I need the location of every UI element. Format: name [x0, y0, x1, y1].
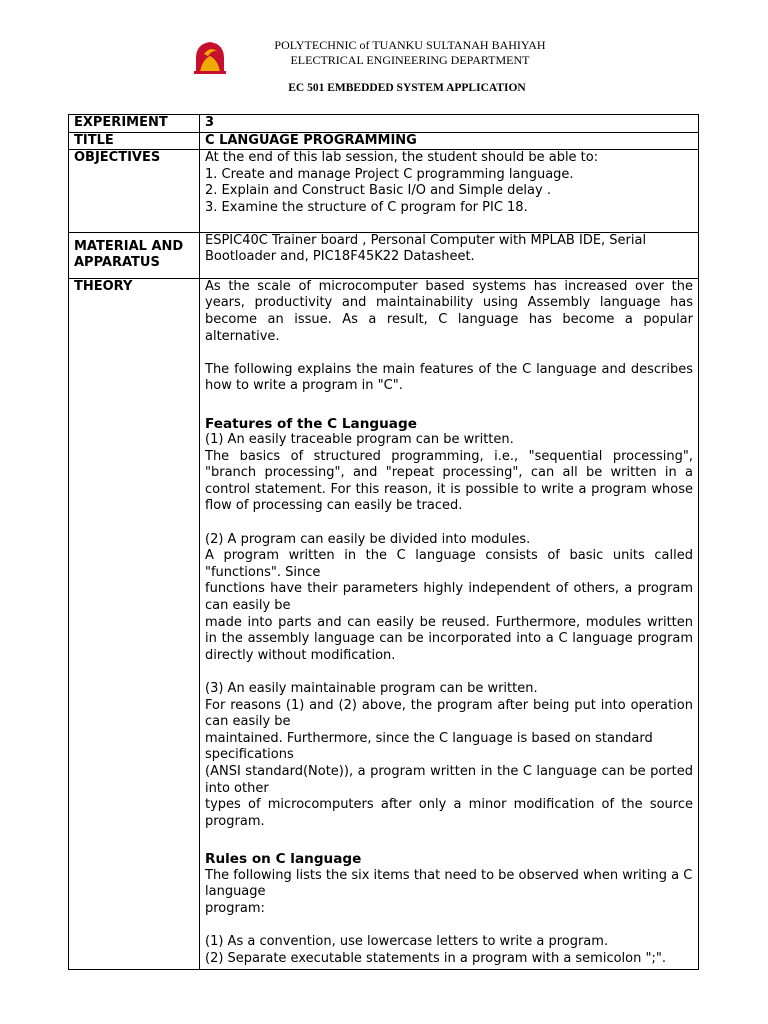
table-row-objectives — [69, 150, 699, 232]
rules-intro: program: — [205, 900, 265, 916]
table-row-material — [69, 232, 699, 278]
feature-body: made into parts and can easily be reused. Furthermore, modules written in the assembly language can be incorporated into a C language program directly without modification. — [205, 614, 693, 663]
features-heading: Features of the C Language — [205, 415, 417, 432]
department-name: ELECTRICAL ENGINEERING DEPARTMENT — [290, 53, 530, 67]
feature-body: A program written in the C language consists of basic units called "functions". Since — [205, 548, 693, 580]
feature-title: (3) An easily maintainable program can be written. — [205, 681, 538, 696]
theory-label: THEORY — [69, 278, 200, 969]
theory-paragraph: As the scale of microcomputer based systems has increased over the years, productivity and maintainability using Assembly language has become an issue. As a result, C language has become a popular alternative. — [205, 278, 693, 344]
course-title: EC 501 EMBEDDED SYSTEM APPLICATION — [288, 82, 526, 94]
header-lines — [200, 38, 620, 68]
objective-item: 1. Create and manage Project C programming language. — [205, 166, 574, 182]
rules-intro: The following lists the six items that need to be observed when writing a C language — [205, 867, 693, 900]
feature-body: (ANSI standard(Note)), a program written in the C language can be ported into other — [205, 763, 693, 796]
title-value: C LANGUAGE PROGRAMMING — [200, 132, 699, 150]
rule-item: (1) As a convention, use lowercase letters to write a program. — [205, 933, 609, 949]
feature-title: (2) A program can easily be divided into modules. — [205, 531, 531, 547]
feature-body: maintained. Furthermore, since the C language is based on standard specifications — [205, 730, 653, 763]
rules-heading: Rules on C language — [205, 850, 362, 867]
objectives-label: OBJECTIVES — [69, 150, 200, 232]
feature-body: types of microcomputers after only a minor modification of the source program. — [205, 797, 693, 829]
table-row-experiment — [69, 115, 699, 133]
rule-item: (2) Separate executable statements in a program with a semicolon ";". — [205, 950, 666, 966]
feature-body: For reasons (1) and (2) above, the program after being put into operation can easily be — [205, 697, 693, 730]
material-label: MATERIAL AND APPARATUS — [69, 232, 200, 278]
table-row-theory — [69, 278, 699, 969]
institution-name: POLYTECHNIC of TUANKU SULTANAH BAHIYAH — [274, 38, 546, 52]
objective-item: 2. Explain and Construct Basic I/O and Simple delay . — [205, 183, 551, 199]
objective-item: 3. Examine the structure of C program for PIC 18. — [205, 199, 528, 215]
theory-paragraph: The following explains the main features of the C language and describes how to write a program in "C". — [205, 361, 693, 394]
objectives-intro: At the end of this lab session, the student should be able to: — [205, 150, 599, 166]
objectives-cell — [200, 150, 699, 232]
experiment-value: 3 — [200, 115, 699, 133]
title-label: TITLE — [69, 132, 200, 150]
material-value: ESPIC40C Trainer board , Personal Computer with MPLAB IDE, Serial Bootloader and, PIC18F45K22 Datasheet. — [200, 232, 699, 278]
table-row-title — [69, 132, 699, 150]
feature-title: (1) An easily traceable program can be written. — [205, 432, 514, 448]
lab-sheet-table — [68, 114, 699, 970]
theory-cell — [200, 278, 699, 969]
feature-body: The basics of structured programming, i.e., "sequential processing", "branch processing", and "repeat processing", can all be written in a control statement. For this reason, it is possible to write a program whose flow of processing can easily be traced. — [205, 448, 693, 514]
experiment-label: EXPERIMENT — [69, 115, 200, 133]
document-header — [0, 36, 768, 76]
feature-body: functions have their parameters highly independent of others, a program can easily be — [205, 581, 693, 614]
